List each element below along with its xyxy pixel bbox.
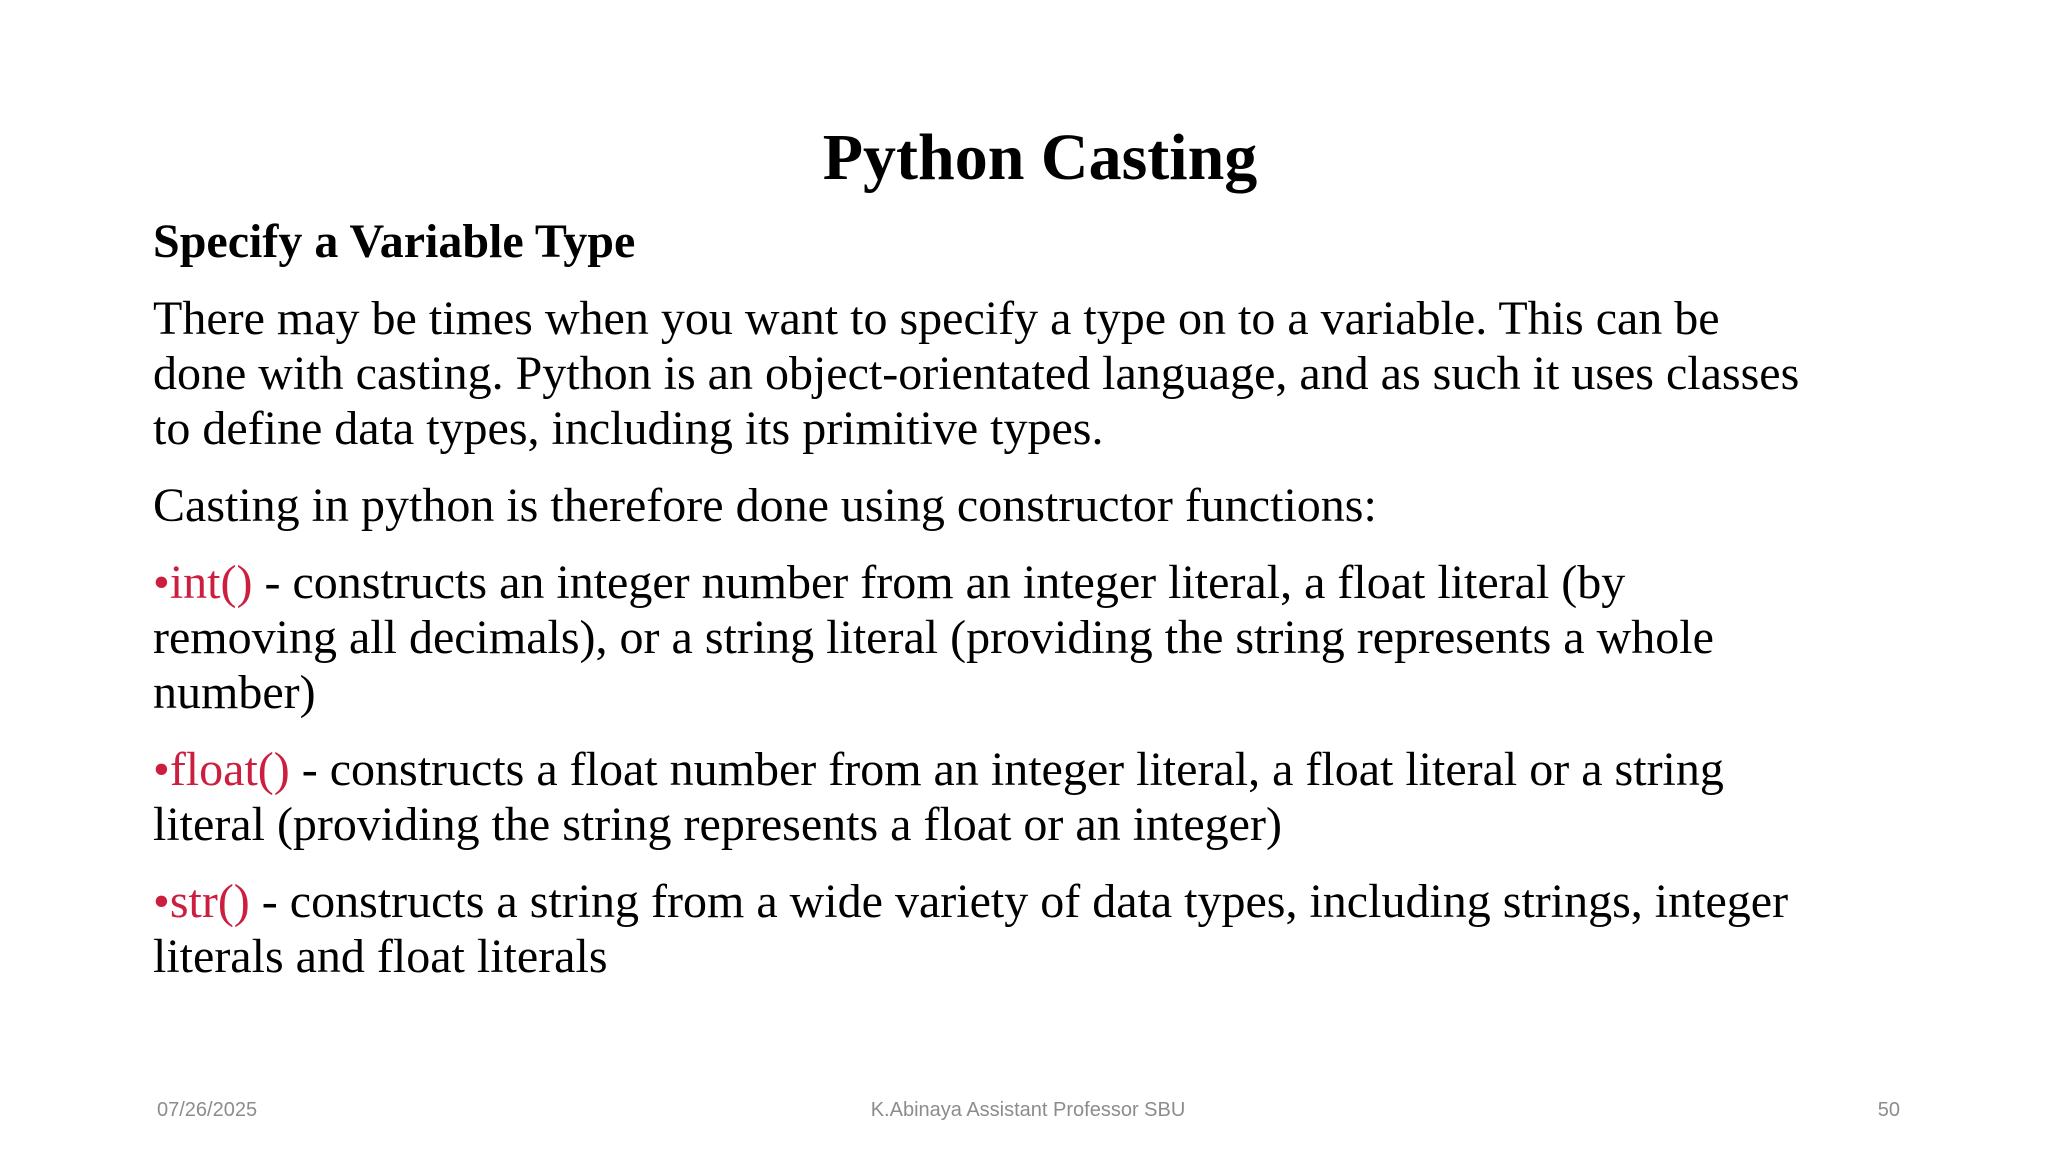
bullet-marker: • [153,875,170,928]
bullet-line: number) [153,666,316,719]
function-name-str: str() [169,875,250,928]
bullet-line: literal (providing the string represents a float or an integer) [153,798,1282,851]
casting-paragraph [153,478,1953,533]
bullet-text: - constructs an integer number from an integer literal, a float literal (by [252,556,1626,609]
footer-author: K.Abinaya Assistant Professor SBU [870,1099,1186,1121]
slide-body [153,214,1953,984]
intro-line: to define data types, including its primitive types. [153,402,1104,455]
bullet-first-line [153,874,1953,929]
bullet-marker: • [153,556,170,609]
bullet-float [153,742,1953,852]
function-name-float: float() [169,743,290,796]
footer-page-number: 50 [1877,1099,1900,1121]
subheading: Specify a Variable Type [153,215,636,268]
intro-line: There may be times when you want to specify a type on to a variable. This can be [153,292,1720,345]
bullet-marker: • [153,743,170,796]
bullet-first-line [153,742,1953,797]
bullet-line: literals and float literals [153,930,608,983]
intro-line: done with casting. Python is an object-orientated language, and as such it uses classes [153,347,1800,400]
bullet-first-line [153,555,1953,610]
footer-date: 07/26/2025 [157,1099,258,1121]
bullet-int [153,555,1953,720]
bullet-line: removing all decimals), or a string literal (providing the string represents a whole [153,611,1714,664]
bullet-text: - constructs a string from a wide variety of data types, including strings, integer [249,875,1789,928]
function-name-int: int() [169,556,253,609]
slide-title: Python Casting [822,121,1258,194]
casting-line: Casting in python is therefore done using constructor functions: [153,479,1377,532]
bullet-text: - constructs a float number from an integer literal, a float literal or a string [289,743,1724,796]
intro-paragraph [153,291,1953,456]
bullet-str [153,874,1953,984]
